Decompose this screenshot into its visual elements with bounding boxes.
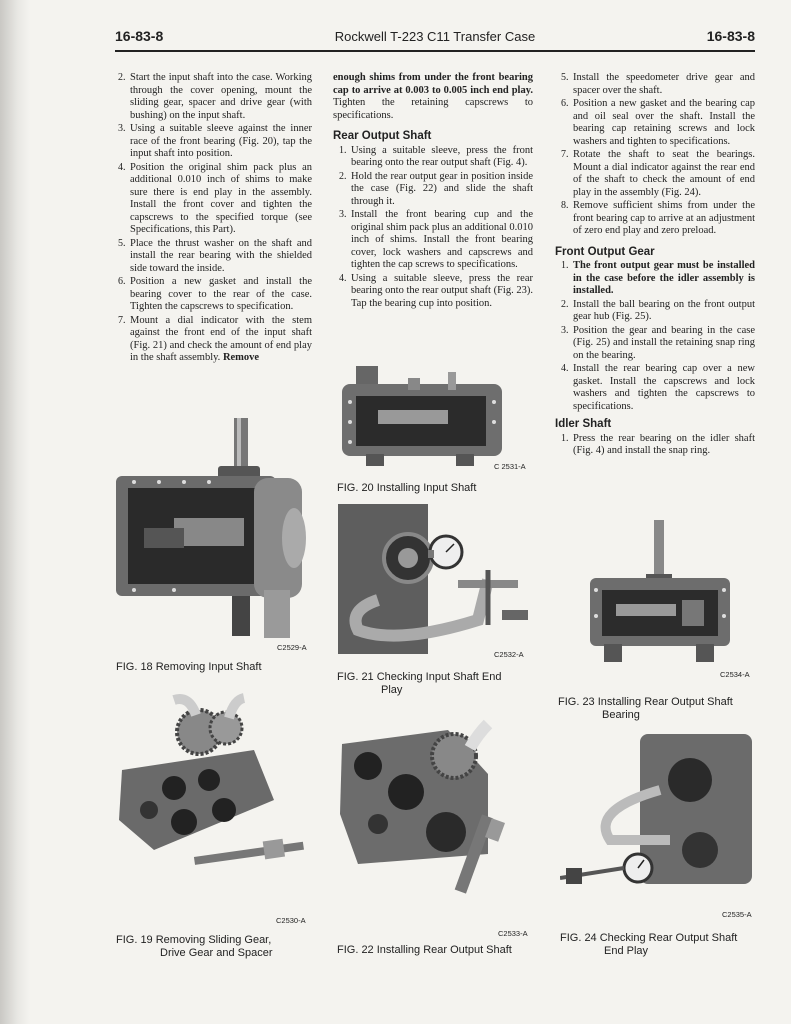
fig24-caption xyxy=(560,932,737,958)
page-header xyxy=(115,26,755,52)
fig18-code: C2529-A xyxy=(277,643,307,652)
section-heading-front-output-gear: Front Output Gear xyxy=(555,245,655,258)
list-item-text: Using a suitable sleeve, press the front bearing onto the rear output shaft (Fig. 4). xyxy=(351,144,533,168)
list-item xyxy=(349,145,533,170)
list-item xyxy=(349,209,533,272)
text-column-2 xyxy=(333,72,533,311)
list-item-text: Place the thrust washer on the shaft and install the rear bearing with the shielded side toward the inside. xyxy=(130,237,312,274)
list-item-text: Position the original shim pack plus an additional 0.010 inch of shims to make sure there is end play in the assembly. Install the front cover and tighten the capscrews to the specified torque (see Specifications, this Part). xyxy=(130,161,312,235)
procedure-list xyxy=(555,433,755,458)
list-item-text: Using a suitable sleeve against the inner race of the front bearing (Fig. 20), tap the input shaft into position. xyxy=(130,123,312,159)
fig21-caption-line1: FIG. 21 Checking Input Shaft End xyxy=(337,671,502,683)
list-item-text: Hold the rear output gear in position inside the case (Fig. 22) and slide the shaft through it. xyxy=(351,170,533,207)
list-item xyxy=(571,149,755,199)
list-item xyxy=(571,433,755,458)
fig18-photo xyxy=(114,418,314,642)
list-item-text: Position a new gasket and install the bearing cover to the rear of the case. Tighten the capscrews to specification. xyxy=(130,276,312,312)
continued-text: Tighten the retaining capscrews to specifications. xyxy=(333,97,533,121)
list-item xyxy=(571,200,755,238)
list-item xyxy=(571,260,755,298)
fig21-caption xyxy=(337,671,501,697)
fig19-code: C2530-A xyxy=(276,916,306,925)
list-item xyxy=(571,98,755,148)
list-item xyxy=(128,238,312,276)
fig19-caption-line1: FIG. 19 Removing Sliding Gear, xyxy=(116,934,272,946)
list-item xyxy=(571,363,755,413)
fig22-code: C2533-A xyxy=(498,929,528,938)
list-item-text: Install the ball bearing on the front output gear hub (Fig. 25). xyxy=(573,298,755,322)
text-column-3 xyxy=(555,72,755,459)
fig22-photo xyxy=(338,704,528,900)
list-item-text: Press the rear bearing on the idler shaft (Fig. 4) and install the snap ring. xyxy=(573,432,755,456)
page-number-right: 16-83-8 xyxy=(706,28,755,44)
list-item-text: Position the gear and bearing in the case (Fig. 25) and install the retaining snap ring on the bearing. xyxy=(573,324,755,361)
fig20-code: C 2531-A xyxy=(494,462,526,471)
list-item-text: Remove sufficient shims from under the front bearing cap to arrive at an adjustment of zero end play and zero preload. xyxy=(573,200,755,236)
list-item-text: Install the front bearing cup and the original shim pack plus an additional 0.010 inch of shims. Install the front bearing cover, lock washers and capscrews and tighten the cap screws to specifications. xyxy=(351,209,533,270)
list-item-bold-tail: Remove xyxy=(222,352,260,363)
list-item xyxy=(128,315,312,365)
page-binding-shadow xyxy=(0,0,30,1024)
fig23-code: C2534-A xyxy=(720,670,750,679)
list-item-text: Mount a dial indicator with the stem against the front end of the input shaft (Fig. 21) and check the amount of end play in the shaft assembly. xyxy=(130,314,312,363)
list-item xyxy=(571,325,755,363)
procedure-list xyxy=(555,260,755,413)
list-item xyxy=(128,162,312,237)
fig23-caption xyxy=(558,696,733,722)
fig24-code: C2535-A xyxy=(722,910,752,919)
list-item-text: Install the rear bearing cap over a new gasket. Install the capscrews and lock washers and tighten the capscrews to specifications. xyxy=(573,363,755,412)
fig19-caption xyxy=(116,934,273,960)
fig24-caption-line1: FIG. 24 Checking Rear Output Shaft xyxy=(560,932,738,944)
list-item-text: Rotate the shaft to seat the bearings. Mount a dial indicator against the rear end of the shaft to check the amount of end play in the assembly (Fig. 24). xyxy=(573,149,755,198)
section-heading-idler-shaft: Idler Shaft xyxy=(555,418,612,430)
fig20-caption: FIG. 20 Installing Input Shaft xyxy=(337,482,477,494)
section-heading-rear-output-shaft: Rear Output Shaft xyxy=(333,130,432,142)
fig23-caption-line2: Bearing xyxy=(602,709,640,721)
fig18-caption: FIG. 18 Removing Input Shaft xyxy=(116,661,262,673)
fig24-photo xyxy=(560,730,755,900)
fig23-caption-line1: FIG. 23 Installing Rear Output Shaft xyxy=(558,696,733,708)
fig20-photo xyxy=(338,362,508,470)
text-column-1 xyxy=(112,72,312,366)
list-item-text: The front output gear must be installed in the case before the idler assembly is installed. xyxy=(573,260,755,296)
list-item-text: Position a new gasket and the bearing cap and oil seal over the shaft. Install the bearing cap retaining screws and lock washers and tighten to specifications. xyxy=(573,98,755,147)
page-number-left: 16-83-8 xyxy=(115,28,164,44)
list-item-text: Using a suitable sleeve, press the rear bearing onto the rear output shaft (Fig. 23). Tap the bearing cup into position. xyxy=(351,272,533,309)
fig21-caption-line2: Play xyxy=(381,684,403,696)
list-item xyxy=(128,72,312,122)
list-item xyxy=(128,123,312,161)
continued-bold-text: enough shims from under the front bearing cap to arrive at 0.003 to 0.005 inch end play. xyxy=(333,72,533,96)
page-title: Rockwell T-223 C11 Transfer Case xyxy=(334,29,536,44)
procedure-list xyxy=(112,72,312,365)
fig21-code: C2532-A xyxy=(494,650,524,659)
list-item xyxy=(571,72,755,97)
fig19-photo xyxy=(114,690,314,880)
list-item xyxy=(128,276,312,314)
fig24-caption-line2: End Play xyxy=(604,945,649,957)
fig22-caption: FIG. 22 Installing Rear Output Shaft xyxy=(337,944,512,956)
procedure-list xyxy=(333,145,533,311)
fig21-photo xyxy=(338,500,528,660)
list-item xyxy=(349,273,533,311)
list-item xyxy=(349,171,533,209)
fig19-caption-line2: Drive Gear and Spacer xyxy=(160,947,273,959)
list-item-text: Start the input shaft into the case. Working through the cover opening, mount the sliding gear, spacer and drive gear (with bushing) on the input shaft. xyxy=(130,72,312,121)
fig23-photo xyxy=(586,520,736,670)
list-item-text: Install the speedometer drive gear and spacer over the shaft. xyxy=(573,72,755,96)
procedure-list xyxy=(555,72,755,238)
continued-paragraph xyxy=(333,72,533,122)
list-item xyxy=(571,299,755,324)
